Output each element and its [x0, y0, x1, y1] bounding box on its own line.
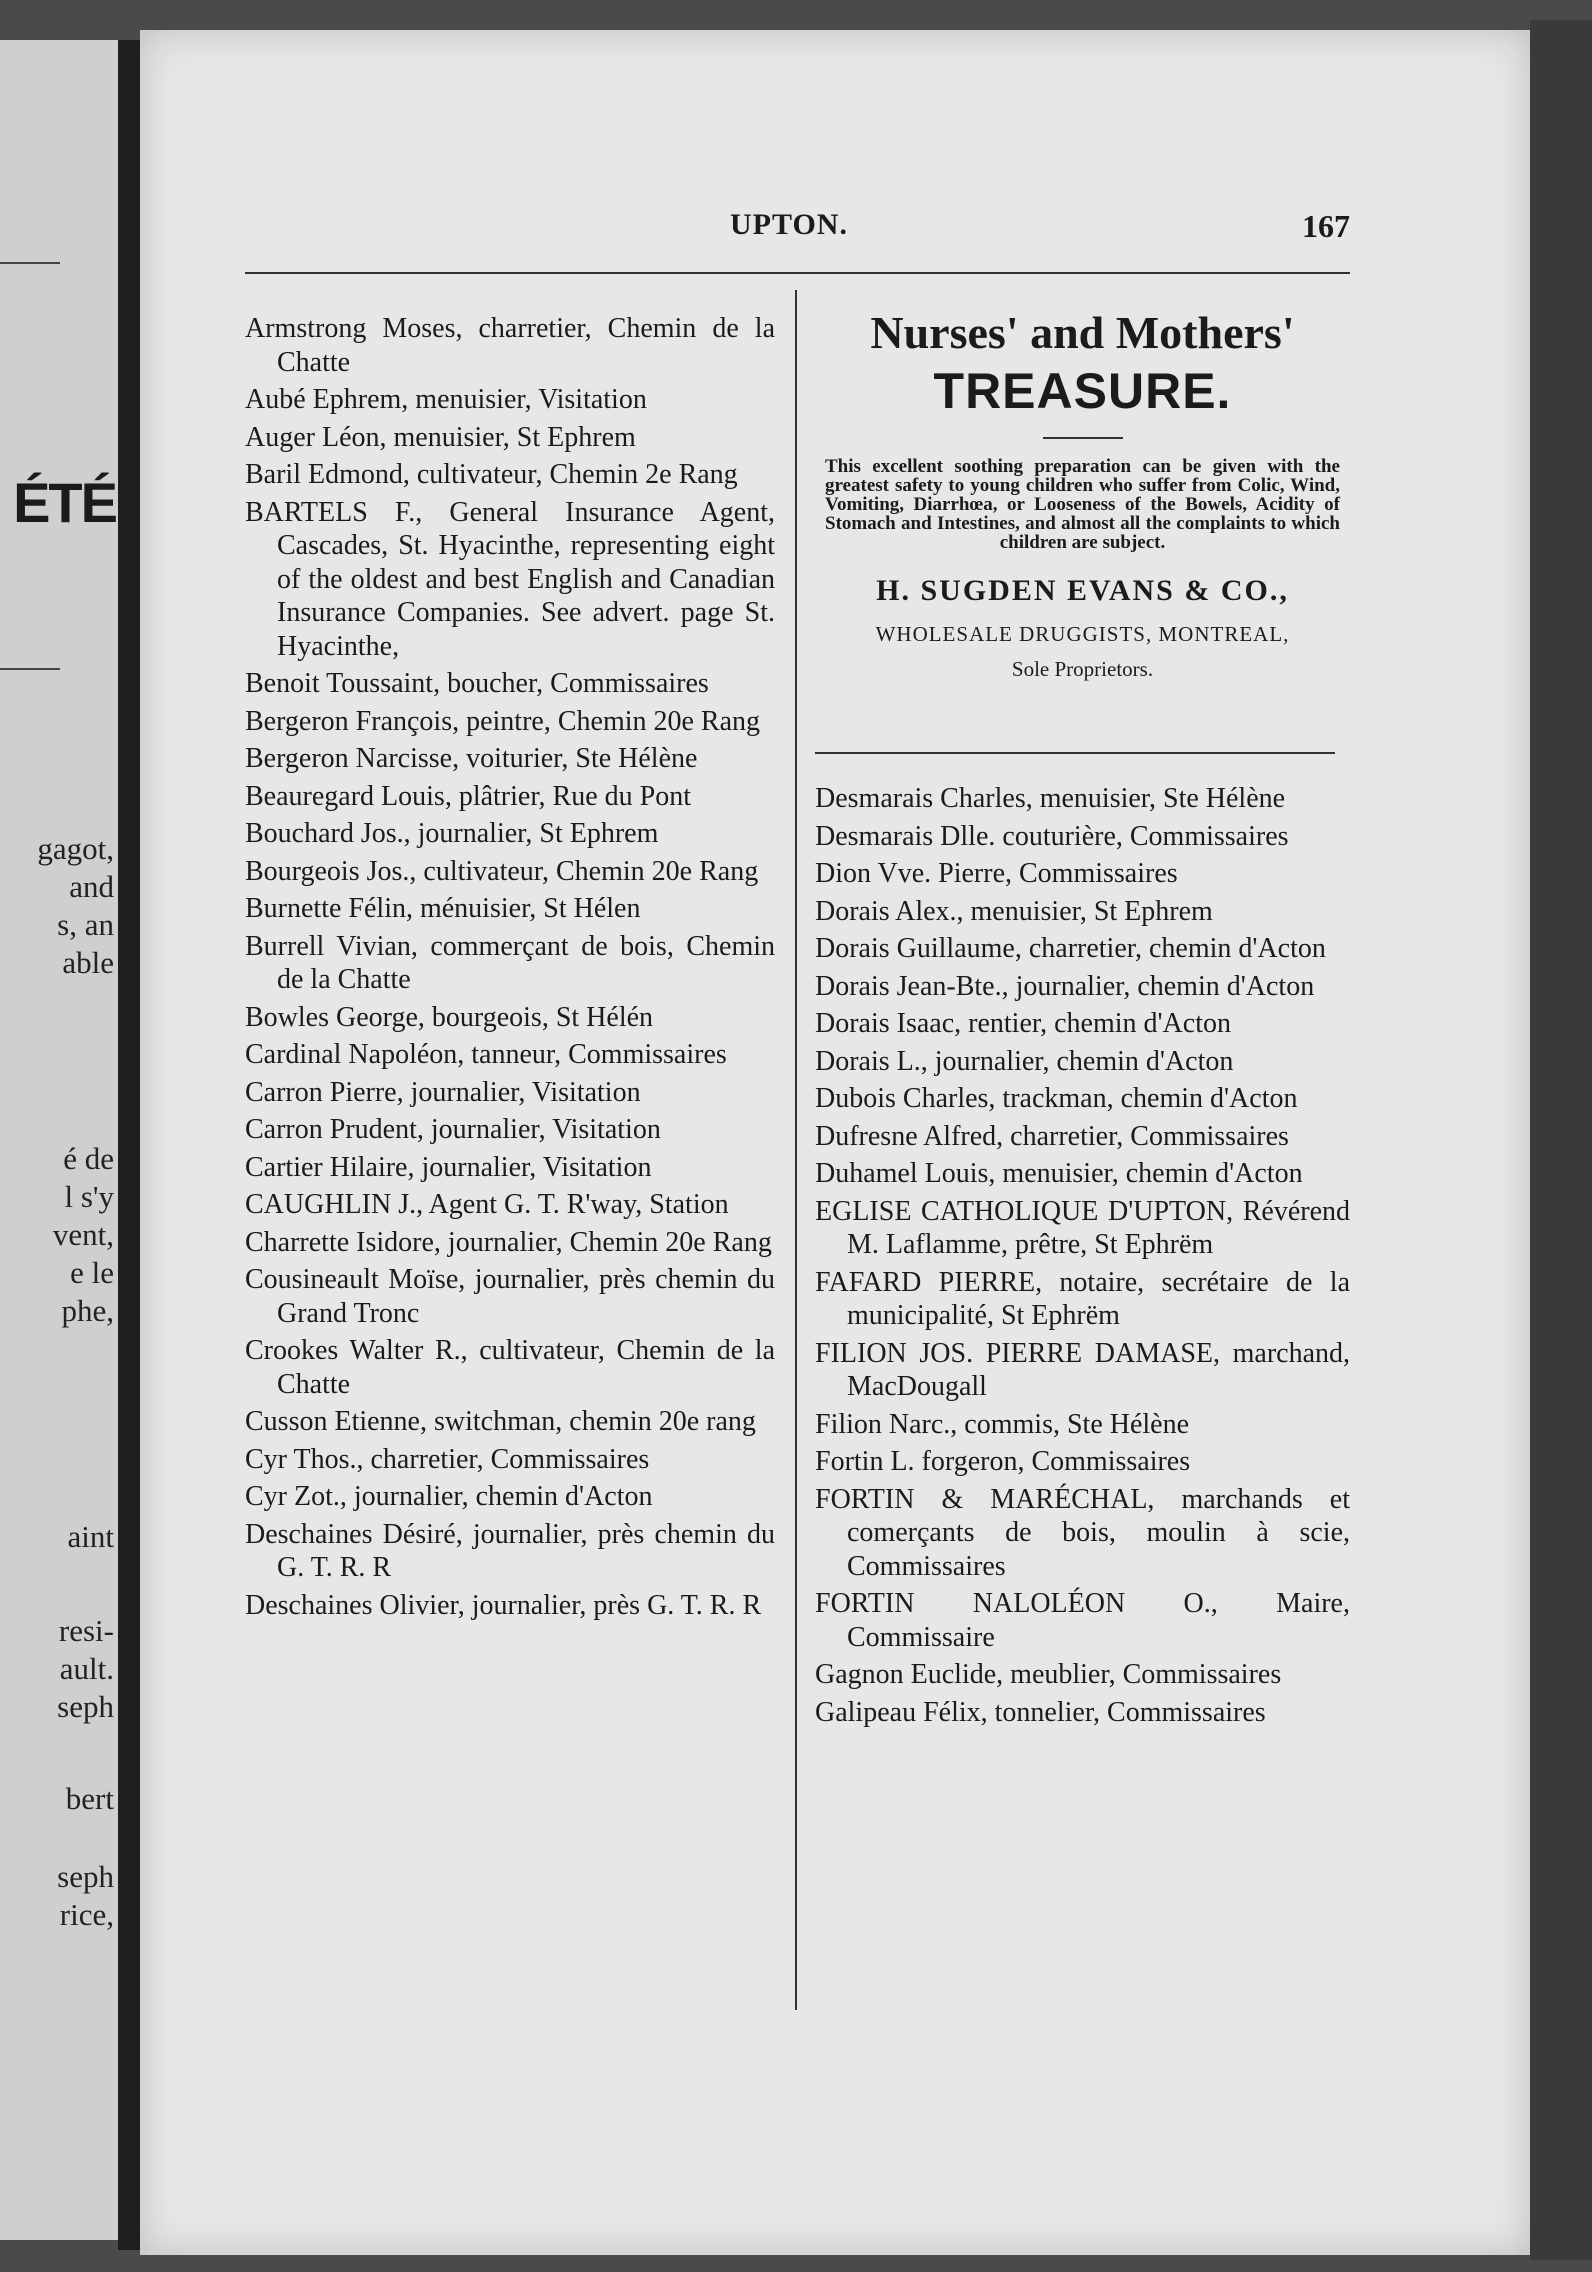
directory-entry: Duhamel Louis, menuisier, chemin d'Acton: [815, 1158, 1303, 1189]
directory-entry: Deschaines Olivier, journalier, près G. T. R. R: [245, 1589, 762, 1621]
previous-page-fragment: seph: [57, 1689, 114, 1724]
ad-subheadline: TREASURE.: [933, 363, 1232, 419]
header-rule: [245, 272, 1350, 274]
previous-page-fragment: resi-: [58, 1613, 114, 1648]
directory-entry: BARTELS F., General Insurance Agent, Cascades, St. Hyacinthe, representing eight of the oldest and best English and Canadian Insurance Companies. See advert. page St. Hyacinthe,: [245, 496, 775, 662]
directory-entry: Armstrong Moses, charretier, Chemin de la Chatte: [245, 313, 775, 378]
directory-entry: Desmarais Charles, menuisier, Ste Hélène: [815, 783, 1286, 814]
page-number: 167: [1302, 208, 1350, 244]
book-edge: [1530, 20, 1592, 2260]
directory-entry: Dufresne Alfred, charretier, Commissaires: [815, 1120, 1289, 1152]
directory-entry: Cyr Zot., journalier, chemin d'Acton: [245, 1481, 653, 1512]
directory-entry: Charrette Isidore, journalier, Chemin 20e Rang: [245, 1226, 772, 1258]
directory-entry: Cardinal Napoléon, tanneur, Commissaires: [245, 1039, 727, 1070]
previous-page-fragment: aint: [67, 1519, 114, 1554]
divider: [0, 262, 60, 264]
ad-firm-description: WHOLESALE DRUGGISTS, MONTREAL,: [875, 622, 1290, 646]
directory-entry: FORTIN & MARÉCHAL, marchands et comerçants de bois, moulin à scie, Commissaires: [815, 1483, 1350, 1582]
directory-entry: Bourgeois Jos., cultivateur, Chemin 20e Rang: [245, 855, 759, 887]
previous-page-fragment: and: [69, 869, 114, 904]
directory-entry: Baril Edmond, cultivateur, Chemin 2e Rang: [245, 459, 738, 490]
directory-entry: Deschaines Désiré, journalier, près chemin du G. T. R. R: [245, 1518, 775, 1583]
directory-entry: FAFARD PIERRE, notaire, secrétaire de la municipalité, St Ephrëm: [815, 1266, 1350, 1331]
directory-entry: FILION JOS. PIERRE DAMASE, marchand, MacDougall: [815, 1337, 1350, 1402]
directory-entry: Dion Vve. Pierre, Commissaires: [815, 858, 1178, 889]
previous-page-fragment: vent,: [52, 1217, 114, 1252]
previous-page-fragment: phe,: [61, 1293, 114, 1328]
previous-page-fragment: s, an: [57, 907, 114, 942]
ad-firm-role: Sole Proprietors.: [1011, 657, 1154, 681]
ad-body: This excellent soothing preparation can be given with the greatest safety to young children who suffer from Colic, Wind, Vomiting, Diarrhœa, or Looseness of the Bowels, Acidity of Stomach and Intestines, and almost all the complaints to which children are subject.: [825, 456, 1340, 553]
directory-entry: FORTIN NALOLÉON O., Maire, Commissaire: [815, 1588, 1350, 1653]
directory-entry: Desmarais Dlle. couturière, Commissaires: [815, 820, 1289, 852]
right-column: [815, 782, 1350, 1733]
directory-entry: Burnette Félin, ménuisier, St Hélen: [245, 893, 641, 924]
page-title: UPTON.: [730, 208, 848, 241]
previous-page-fragment: able: [62, 945, 114, 980]
directory-entry: Cusson Etienne, switchman, chemin 20e rang: [245, 1406, 756, 1437]
previous-page-fragment: rice,: [59, 1897, 114, 1932]
directory-entry: Dorais Isaac, rentier, chemin d'Acton: [815, 1008, 1231, 1039]
column-rule: [795, 290, 797, 2010]
previous-page-fragment: ault.: [59, 1651, 114, 1686]
directory-entry: Fortin L. forgeron, Commissaires: [815, 1446, 1191, 1477]
book-gutter: [118, 40, 140, 2250]
directory-entry: Carron Prudent, journalier, Visitation: [245, 1114, 661, 1145]
running-header: [600, 208, 1350, 248]
divider: [0, 668, 60, 670]
previous-page-fragment: é de: [63, 1141, 114, 1176]
directory-entry: Dubois Charles, trackman, chemin d'Acton: [815, 1083, 1298, 1114]
ad-divider: [1043, 437, 1123, 439]
directory-entry: Benoit Toussaint, boucher, Commissaires: [245, 668, 709, 699]
directory-entry: Galipeau Félix, tonnelier, Commissaires: [815, 1696, 1266, 1728]
directory-entry: Cartier Hilaire, journalier, Visitation: [245, 1151, 652, 1183]
previous-page-fragment: e le: [70, 1255, 114, 1290]
directory-entry: CAUGHLIN J., Agent G. T. R'way, Station: [245, 1189, 729, 1220]
directory-entry: Auger Léon, menuisier, St Ephrem: [245, 421, 636, 453]
directory-entry: Gagnon Euclide, meublier, Commissaires: [815, 1659, 1282, 1690]
previous-page-fragment: gagot,: [37, 831, 114, 866]
previous-page-fragment: ÉTÉ: [13, 471, 116, 534]
directory-entry: Cousineault Moïse, journalier, près chemin du Grand Tronc: [245, 1264, 775, 1329]
directory-entry: Crookes Walter R., cultivateur, Chemin de la Chatte: [245, 1335, 775, 1400]
directory-entry: Bouchard Jos., journalier, St Ephrem: [245, 818, 659, 849]
directory-entry: Bergeron François, peintre, Chemin 20e Rang: [245, 705, 761, 737]
directory-entry: Filion Narc., commis, Ste Hélène: [815, 1408, 1190, 1440]
directory-entry: Aubé Ephrem, menuisier, Visitation: [245, 384, 647, 415]
ad-firm: H. SUGDEN EVANS & CO.,: [876, 574, 1289, 607]
ad-headline: Nurses' and Mothers': [870, 307, 1295, 358]
previous-page-fragment: seph: [57, 1859, 114, 1894]
previous-page-fragment: bert: [65, 1781, 114, 1816]
ad-bottom-rule: [815, 752, 1335, 754]
previous-page-fragment: l s'y: [64, 1179, 114, 1214]
directory-entry: Bowles George, bourgeois, St Hélén: [245, 1001, 654, 1033]
directory-entry: Carron Pierre, journalier, Visitation: [245, 1076, 641, 1108]
directory-entry: Dorais Alex., menuisier, St Ephrem: [815, 895, 1213, 927]
directory-entry: Dorais L., journalier, chemin d'Acton: [815, 1045, 1234, 1077]
directory-entry: Burrell Vivian, commerçant de bois, Chemin de la Chatte: [245, 930, 775, 995]
directory-entry: EGLISE CATHOLIQUE D'UPTON, Révérend M. Laflamme, prêtre, St Ephrëm: [815, 1195, 1350, 1260]
directory-entry: Dorais Jean-Bte., journalier, chemin d'Acton: [815, 970, 1315, 1002]
advertisement: [815, 305, 1350, 682]
directory-entry: Bergeron Narcisse, voiturier, Ste Hélène: [245, 743, 698, 774]
directory-entry: Dorais Guillaume, charretier, chemin d'Acton: [815, 933, 1326, 964]
directory-entry: Beauregard Louis, plâtrier, Rue du Pont: [245, 780, 691, 812]
directory-entry: Cyr Thos., charretier, Commissaires: [245, 1443, 650, 1475]
left-column: [245, 312, 775, 1626]
previous-page-strip: [0, 40, 118, 2240]
